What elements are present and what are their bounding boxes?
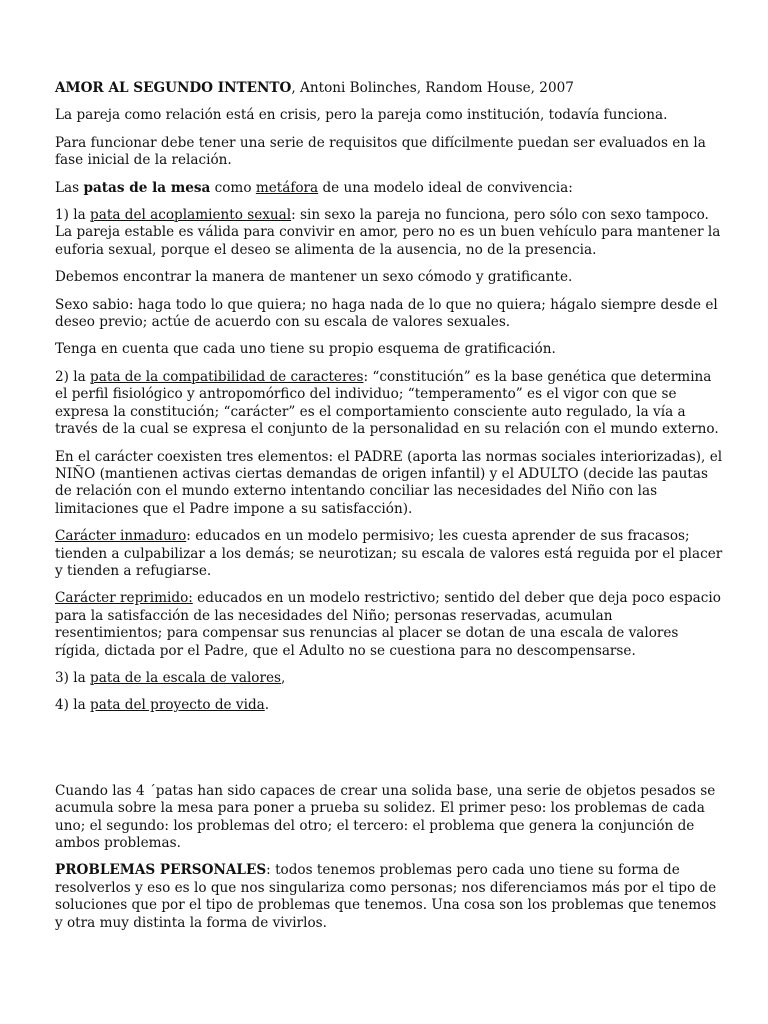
paragraph-intro: La pareja como relación está en crisis, pero la pareja como institución, todavía funciona. xyxy=(55,107,668,124)
paragraph-sexo-sabio: Sexo sabio: haga todo lo que quiera; no haga nada de lo que no quiera; hágalo siempre desde el deseo previo; actúe de acuerdo con su escala de valores sexuales. xyxy=(55,296,718,331)
leg-4-title: pata del proyecto de vida xyxy=(90,697,265,714)
paragraph-leg-4: 4) la pata del proyecto de vida. xyxy=(55,697,270,714)
term-inmaduro: Carácter inmaduro xyxy=(55,528,187,545)
paragraph-leg-2: 2) la pata de la compatibilidad de caracteres: “constitución” es la base genética que determina el perfil fisiológico y antropomórfico del individuo; “temperamento” es el vigor con que se expresa la constitución; “carácter” es el comportamiento consciente auto regulado, la vía a través de la cual se expresa el conjunto de la personalidad en su relación con el mundo externo. xyxy=(55,368,719,438)
book-title: AMOR AL SEGUNDO INTENTO xyxy=(55,80,292,96)
heading-line xyxy=(55,80,723,97)
blank-space xyxy=(55,725,723,783)
paragraph-caracter-inmaduro: Carácter inmaduro: educados en un modelo permisivo; les cuesta aprender de sus fracasos; tienden a culpabilizar a los demás; se neurotizan; su escala de valores está reguida por el placer y tienden a refugiarse. xyxy=(55,528,723,579)
term-reprimido: Carácter reprimido: xyxy=(55,590,193,607)
paragraph-problemas-personales: PROBLEMAS PERSONALES: todos tenemos problemas pero cada uno tiene su forma de resolverlos y eso es lo que nos singulariza como personas; nos diferenciamos más por el tipo de soluciones que por el tipo de problemas que tenemos. Una cosa son los problemas que tenemos y otra muy distinta la forma de vivirlos. xyxy=(55,862,717,931)
book-citation: , Antoni Bolinches, Random House, 2007 xyxy=(291,80,574,96)
leg-1-title: pata del acoplamiento sexual xyxy=(90,207,292,224)
paragraph-pesos: Cuando las 4 ´patas han sido capaces de crear una solida base, una serie de objetos pesados se acumula sobre la mesa para poner a prueba su solidez. El primer peso: los problemas de cada uno; el segundo: los problemas del otro; el tercero: el problema que genera la conjunción de ambos problemas. xyxy=(55,782,716,851)
paragraph-requisites: Para funcionar debe tener una serie de requisitos que difícilmente puedan ser evaluados en la fase inicial de la relación. xyxy=(55,134,706,169)
paragraph-leg-3: 3) la pata de la escala de valores, xyxy=(55,669,286,686)
paragraph-leg-1: 1) la pata del acoplamiento sexual: sin sexo la pareja no funciona, pero sólo con sexo tampoco. La pareja estable es válida para convivir en amor, pero no es un buen vehículo para mantener la euforia sexual, porque el deseo se alimenta de la ausencia, no de la presencia. xyxy=(55,207,721,258)
paragraph-metaphor: Las patas de la mesa como metáfora de una modelo ideal de convivencia: xyxy=(55,179,573,196)
leg-2-title: pata de la compatibilidad de caracteres xyxy=(90,368,364,385)
emphasis-patas: patas de la mesa xyxy=(83,179,211,196)
paragraph-caracter-elements: En el carácter coexisten tres elementos: el PADRE (aporta las normas sociales interiorizadas), el NIÑO (mantienen activas ciertas demandas de origen infantil) y el ADULTO (decide las pautas de relación con el mundo externo intentando conciliar las necesidades del Niño con las limitaciones que el Padre impone a su satisfacción). xyxy=(55,448,723,517)
term-problemas-personales: PROBLEMAS PERSONALES xyxy=(55,862,267,879)
underlined-metafora: metáfora xyxy=(255,179,319,196)
leg-3-title: pata de la escala de valores xyxy=(90,669,281,686)
paragraph-caracter-reprimido: Carácter reprimido: educados en un modelo restrictivo; sentido del deber que deja poco espacio para la satisfacción de las necesidades del Niño; personas reservadas, acumulan resentimientos; para compensar sus renuncias al placer se dotan de una escala de valores rígida, dictada por el Padre, que el Adulto no se cuestiona para no descompensarse. xyxy=(55,590,721,659)
document-body xyxy=(55,80,723,942)
paragraph-sexo-comodo: Debemos encontrar la manera de mantener un sexo cómodo y gratificante. xyxy=(55,269,573,286)
paragraph-gratificacion: Tenga en cuenta que cada uno tiene su propio esquema de gratificación. xyxy=(55,341,556,358)
